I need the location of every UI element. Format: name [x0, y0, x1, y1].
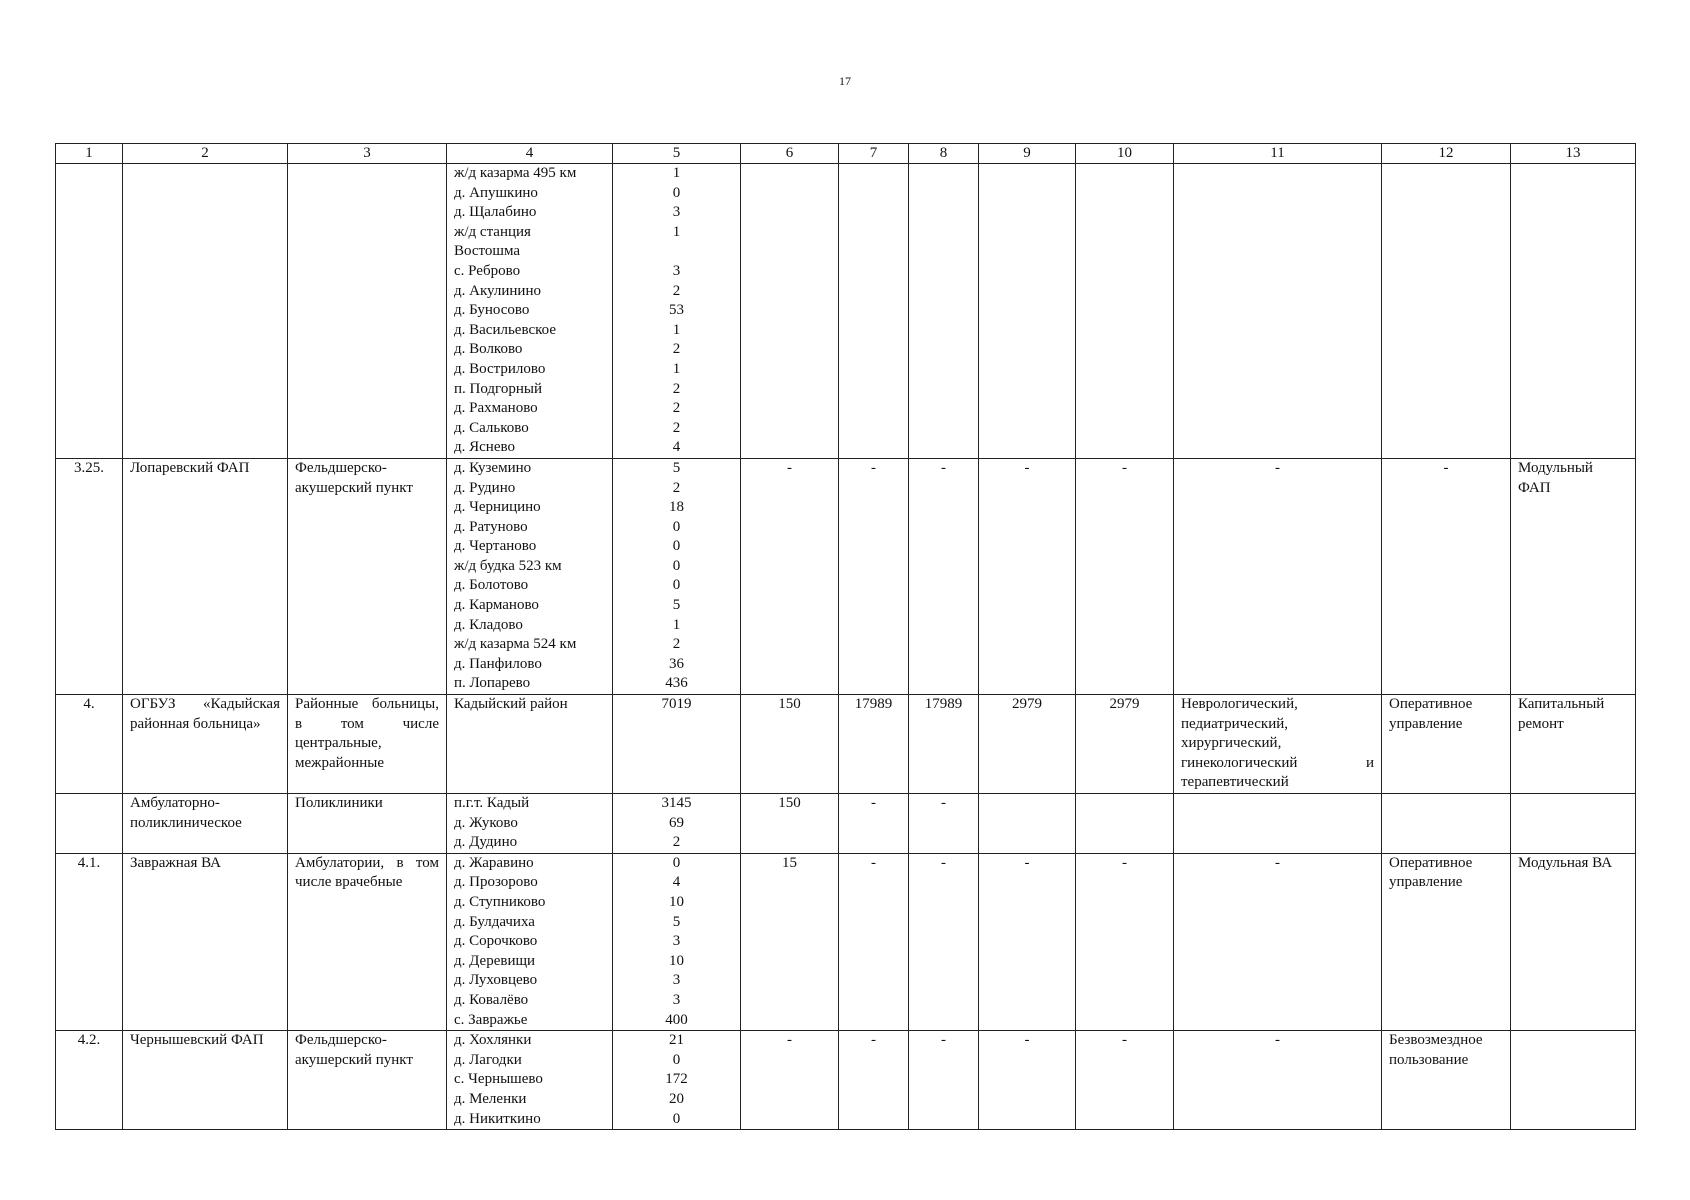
locality: д. Хохлянки — [454, 1032, 532, 1049]
cell-col7 — [839, 164, 909, 459]
table-row — [56, 853, 1636, 1030]
cell-col8 — [909, 164, 979, 459]
population: 172 — [665, 1071, 688, 1088]
population: 3 — [672, 204, 681, 221]
population: 4 — [672, 874, 681, 891]
locality: д. Лагодки — [454, 1051, 522, 1068]
locality: д. Кладово — [454, 616, 523, 633]
locality: д. Булдачиха — [454, 913, 535, 930]
locality: ж/д станция — [454, 223, 531, 240]
locality: д. Ратуново — [454, 518, 528, 535]
population-cell — [613, 164, 741, 459]
population-cell — [613, 695, 741, 794]
cell-col10 — [1076, 164, 1174, 459]
population: 2 — [672, 636, 681, 653]
facility-type: Поликлиники — [288, 794, 447, 854]
population: 5 — [672, 913, 681, 930]
page-number: 17 — [839, 74, 851, 88]
cell-col8: 17989 — [909, 695, 979, 794]
cell-col6 — [741, 164, 839, 459]
cell-col6: - — [741, 1031, 839, 1130]
cell-col6: - — [741, 458, 839, 694]
population-cell — [613, 853, 741, 1030]
locality: д. Рахманово — [454, 400, 538, 417]
cell-col7: - — [839, 458, 909, 694]
population: 20 — [669, 1090, 684, 1107]
population: 18 — [669, 499, 684, 516]
locality: д. Сальково — [454, 419, 529, 436]
population-cell — [613, 794, 741, 854]
cell-col8: - — [909, 853, 979, 1030]
facility-name: ОГБУЗ «Кадыйская районная больница» — [123, 695, 288, 794]
cell-col12 — [1382, 794, 1511, 854]
locality: д. Прозорово — [454, 874, 538, 891]
facility-name: Чернышевский ФАП — [123, 1031, 288, 1130]
population: 53 — [669, 302, 684, 319]
cell-col10 — [1076, 794, 1174, 854]
column-number: 6 — [741, 144, 839, 164]
locality: д. Никиткино — [454, 1110, 541, 1127]
population: 2 — [672, 380, 681, 397]
cell-col8: - — [909, 1031, 979, 1130]
locality: д. Ковалёво — [454, 991, 529, 1008]
locality: д. Вострилово — [454, 360, 546, 377]
population — [620, 242, 733, 262]
cell-col9: 2979 — [979, 695, 1076, 794]
row-number — [56, 164, 123, 459]
facility-type: Фельдшерско-акушерский пункт — [288, 458, 447, 694]
locality: д. Болотово — [454, 577, 529, 594]
table-row — [56, 794, 1636, 854]
localities-cell — [447, 695, 613, 794]
cell-col12: Оперативное управление — [1382, 695, 1511, 794]
cell-col10: - — [1076, 1031, 1174, 1130]
column-number: 9 — [979, 144, 1076, 164]
locality: д. Луховцево — [454, 972, 538, 989]
cell-col11: - — [1174, 1031, 1382, 1130]
localities-cell — [447, 458, 613, 694]
population: 1 — [672, 321, 681, 338]
population: 3 — [672, 972, 681, 989]
localities-cell — [447, 164, 613, 459]
locality: д. Чертаново — [454, 538, 537, 555]
population: 4 — [672, 439, 681, 456]
cell-col13: Модульная ВА — [1511, 853, 1636, 1030]
table-row — [56, 1031, 1636, 1130]
population: 2 — [672, 400, 681, 417]
locality: д. Панфилово — [454, 655, 542, 672]
column-number: 13 — [1511, 144, 1636, 164]
population: 2 — [672, 341, 681, 358]
column-number: 10 — [1076, 144, 1174, 164]
cell-col11: - — [1174, 458, 1382, 694]
population: 0 — [672, 1110, 681, 1127]
locality: д. Меленки — [454, 1090, 527, 1107]
cell-col9 — [979, 794, 1076, 854]
cell-col10: - — [1076, 853, 1174, 1030]
locality: д. Черницино — [454, 499, 541, 516]
cell-col11 — [1174, 794, 1382, 854]
locality: д. Дудино — [454, 834, 518, 851]
population: 0 — [672, 577, 681, 594]
locality: д. Жуково — [454, 814, 518, 831]
locality: Кадыйский район — [454, 696, 568, 713]
cell-col13: Модульный ФАП — [1511, 458, 1636, 694]
locality: д. Апушкино — [454, 184, 538, 201]
locality: д. Рудино — [454, 479, 516, 496]
cell-col10: - — [1076, 458, 1174, 694]
cell-col7: - — [839, 1031, 909, 1130]
cell-col13 — [1511, 1031, 1636, 1130]
population: 1 — [672, 360, 681, 377]
cell-col9 — [979, 164, 1076, 459]
locality: д. Куземино — [454, 459, 532, 476]
population: 0 — [672, 557, 681, 574]
locality: ж/д казарма 524 км — [454, 636, 577, 653]
population: 10 — [669, 952, 684, 969]
population: 7019 — [661, 696, 692, 713]
locality: п. Лопарево — [454, 675, 531, 692]
cell-col7: - — [839, 853, 909, 1030]
table-row — [56, 458, 1636, 694]
population-cell — [613, 1031, 741, 1130]
column-number: 1 — [56, 144, 123, 164]
cell-col6: 150 — [741, 794, 839, 854]
column-number: 5 — [613, 144, 741, 164]
locality: д. Карманово — [454, 597, 539, 614]
column-number: 3 — [288, 144, 447, 164]
cell-col13 — [1511, 164, 1636, 459]
column-number: 7 — [839, 144, 909, 164]
column-number: 4 — [447, 144, 613, 164]
cell-col12 — [1382, 164, 1511, 459]
locality: д. Яснево — [454, 439, 515, 456]
locality: с. Чернышево — [454, 1071, 543, 1088]
table-row — [56, 695, 1636, 794]
population: 21 — [669, 1032, 684, 1049]
localities-cell — [447, 1031, 613, 1130]
population: 10 — [669, 893, 684, 910]
locality: д. Акулинино — [454, 282, 541, 299]
population: 1 — [672, 223, 681, 240]
population: 3 — [672, 991, 681, 1008]
column-number: 12 — [1382, 144, 1511, 164]
facility-type: Фельдшерско-акушерский пункт — [288, 1031, 447, 1130]
population-cell — [613, 458, 741, 694]
row-number: 4.2. — [56, 1031, 123, 1130]
cell-col12: - — [1382, 458, 1511, 694]
population: 36 — [669, 655, 684, 672]
population: 2 — [672, 479, 681, 496]
cell-col6: 150 — [741, 695, 839, 794]
locality: с. Реброво — [454, 262, 521, 279]
cell-col9: - — [979, 458, 1076, 694]
population: 0 — [672, 538, 681, 555]
cell-col7: 17989 — [839, 695, 909, 794]
cell-col11: Неврологический, педиатрический, хирургический, гинекологический и терапевтический — [1174, 695, 1382, 794]
column-number-row — [56, 144, 1636, 164]
facility-type: Районные больницы, в том числе центральные, межрайонные — [288, 695, 447, 794]
facilities-table — [55, 143, 1636, 1130]
facility-type: Амбулатории, в том числе врачебные — [288, 853, 447, 1030]
population: 3 — [672, 262, 681, 279]
population: 0 — [672, 854, 681, 871]
facility-name: Амбулаторно-поликлиническое — [123, 794, 288, 854]
cell-col9: - — [979, 1031, 1076, 1130]
population: 69 — [669, 814, 684, 831]
locality: ж/д казарма 495 км — [454, 165, 577, 181]
row-number: 4.1. — [56, 853, 123, 1030]
facility-type — [288, 164, 447, 459]
population: 5 — [672, 459, 681, 476]
facility-name — [123, 164, 288, 459]
locality: п. Подгорный — [454, 380, 542, 397]
locality: д. Буносово — [454, 302, 530, 319]
locality: д. Ступниково — [454, 893, 546, 910]
column-number: 2 — [123, 144, 288, 164]
cell-col8: - — [909, 794, 979, 854]
cell-col11 — [1174, 164, 1382, 459]
cell-col13: Капитальный ремонт — [1511, 695, 1636, 794]
population: 3 — [672, 933, 681, 950]
facility-name: Завражная ВА — [123, 853, 288, 1030]
population: 0 — [672, 1051, 681, 1068]
population: 2 — [672, 282, 681, 299]
cell-col13 — [1511, 794, 1636, 854]
cell-col12: Безвозмездное пользование — [1382, 1031, 1511, 1130]
row-number — [56, 794, 123, 854]
population: 2 — [672, 834, 681, 851]
locality: д. Деревищи — [454, 952, 536, 969]
locality: д. Волково — [454, 341, 523, 358]
locality: п.г.т. Кадый — [454, 795, 530, 811]
localities-cell — [447, 853, 613, 1030]
population: 1 — [672, 165, 681, 181]
column-number: 11 — [1174, 144, 1382, 164]
cell-col7: - — [839, 794, 909, 854]
facility-name: Лопаревский ФАП — [123, 458, 288, 694]
population: 3145 — [661, 795, 692, 811]
population: 0 — [672, 518, 681, 535]
locality: с. Завражье — [454, 1011, 528, 1028]
cell-col8: - — [909, 458, 979, 694]
locality: д. Сорочково — [454, 933, 538, 950]
cell-col9: - — [979, 853, 1076, 1030]
locality: д. Щалабино — [454, 204, 537, 221]
cell-col10: 2979 — [1076, 695, 1174, 794]
population: 1 — [672, 616, 681, 633]
locality: ж/д будка 523 км — [454, 557, 562, 574]
population: 436 — [665, 675, 688, 692]
population: 5 — [672, 597, 681, 614]
locality: д. Жаравино — [454, 854, 534, 871]
locality: Востошма — [454, 243, 520, 260]
population: 0 — [672, 184, 681, 201]
localities-cell — [447, 794, 613, 854]
column-number: 8 — [909, 144, 979, 164]
table-row — [56, 164, 1636, 459]
row-number: 3.25. — [56, 458, 123, 694]
locality: д. Васильевское — [454, 321, 556, 338]
cell-col12: Оперативное управление — [1382, 853, 1511, 1030]
cell-col11: - — [1174, 853, 1382, 1030]
population: 400 — [665, 1011, 688, 1028]
cell-col6: 15 — [741, 853, 839, 1030]
population: 2 — [672, 419, 681, 436]
row-number: 4. — [56, 695, 123, 794]
